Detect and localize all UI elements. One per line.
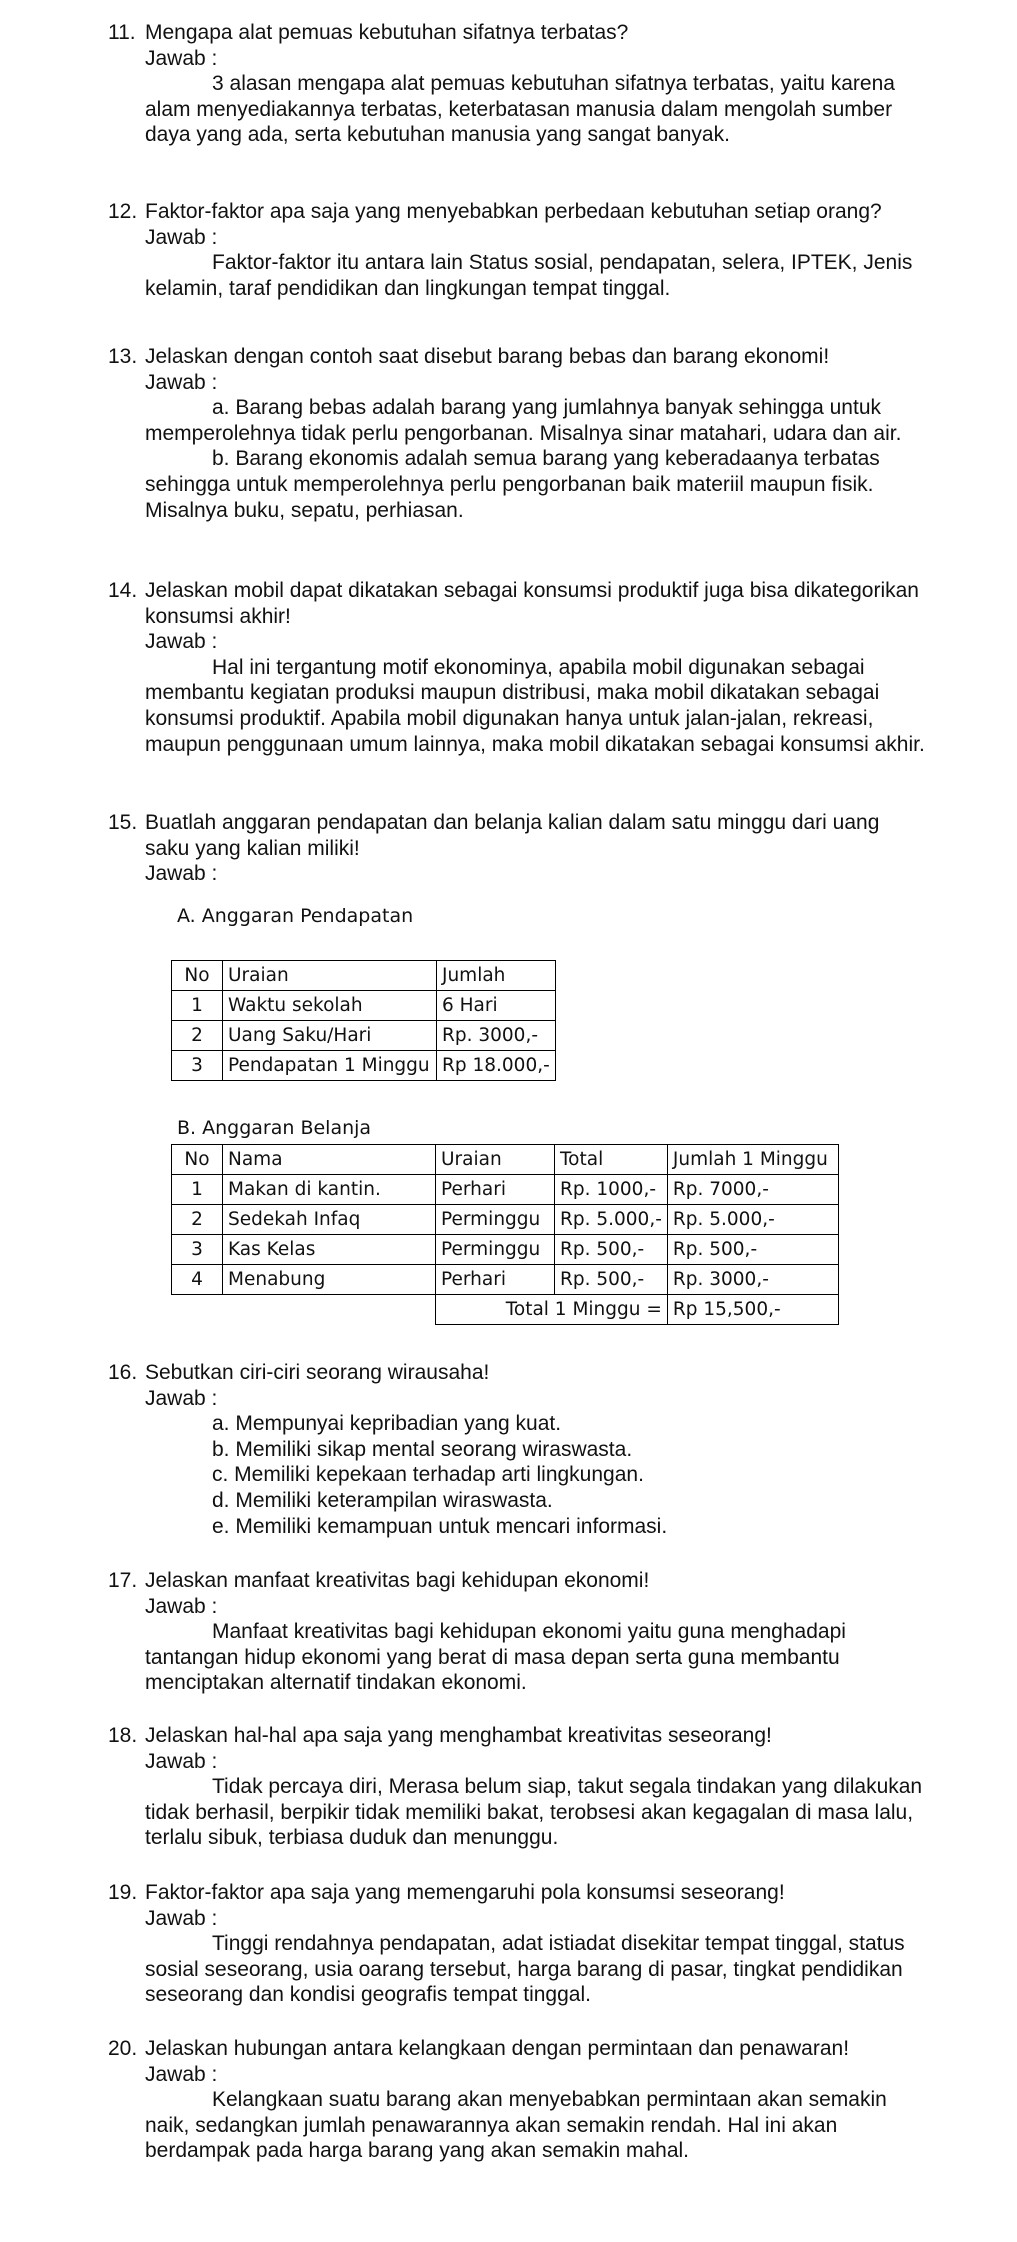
cell: 1 bbox=[172, 991, 223, 1021]
table-row bbox=[172, 1051, 556, 1081]
question-13 bbox=[108, 344, 928, 523]
list-item: b. Memiliki sikap mental seorang wiraswasta. bbox=[212, 1437, 633, 1461]
cell: Waktu sekolah bbox=[223, 991, 437, 1021]
table-row bbox=[172, 1235, 839, 1265]
jawab-label: Jawab : bbox=[145, 1594, 218, 1618]
cell: Rp. 7000,- bbox=[667, 1175, 838, 1205]
answer bbox=[145, 1931, 928, 2008]
question-text: Jelaskan dengan contoh saat disebut barang bebas dan barang ekonomi! bbox=[145, 345, 830, 368]
table-header-row bbox=[172, 961, 556, 991]
cell: Rp. 500,- bbox=[667, 1235, 838, 1265]
answer-paragraph: Manfaat kreativitas bagi kehidupan ekonomi yaitu guna menghadapi tantangan hidup ekonomi yang berat di masa depan serta guna membantu menciptakan alternatif tindakan ekonomi. bbox=[145, 1620, 846, 1695]
jawab-label: Jawab : bbox=[145, 630, 218, 654]
question-text: Jelaskan hal-hal apa saja yang menghambat kreativitas seseorang! bbox=[145, 1724, 772, 1747]
answer bbox=[145, 71, 928, 148]
cell: 4 bbox=[172, 1265, 223, 1295]
cell: Rp. 3000,- bbox=[437, 1021, 556, 1051]
cell: Rp. 1000,- bbox=[555, 1175, 668, 1205]
total-label: Total 1 Minggu = bbox=[436, 1295, 668, 1325]
cell: 2 bbox=[172, 1205, 223, 1235]
anggaran-pendapatan-table bbox=[171, 960, 556, 1081]
cell: Rp. 500,- bbox=[555, 1265, 668, 1295]
list-item: c. Memiliki kepekaan terhadap arti lingkungan. bbox=[212, 1463, 644, 1487]
cell: Pendapatan 1 Minggu bbox=[223, 1051, 437, 1081]
table-header-row bbox=[172, 1145, 839, 1175]
header-cell: Uraian bbox=[436, 1145, 555, 1175]
question-20 bbox=[108, 2036, 928, 2164]
question-text: Faktor-faktor apa saja yang memengaruhi pola konsumsi seseorang! bbox=[145, 1881, 785, 1904]
question-18 bbox=[108, 1723, 928, 1851]
cell: Rp. 5.000,- bbox=[667, 1205, 838, 1235]
question-number: 13. bbox=[108, 345, 138, 368]
question-text: Mengapa alat pemuas kebutuhan sifatnya terbatas? bbox=[145, 21, 629, 44]
table-row bbox=[172, 991, 556, 1021]
question-number: 11. bbox=[108, 21, 136, 44]
question-text: Sebutkan ciri-ciri seorang wirausaha! bbox=[145, 1361, 490, 1384]
header-cell: Nama bbox=[223, 1145, 436, 1175]
header-cell: Uraian bbox=[223, 961, 437, 991]
question-text: Jelaskan hubungan antara kelangkaan dengan permintaan dan penawaran! bbox=[145, 2037, 850, 2060]
jawab-label: Jawab : bbox=[145, 1906, 218, 1930]
header-cell: Jumlah bbox=[437, 961, 556, 991]
cell: 3 bbox=[172, 1235, 223, 1265]
cell: Perhari bbox=[436, 1265, 555, 1295]
cell: 1 bbox=[172, 1175, 223, 1205]
header-cell: Total bbox=[555, 1145, 668, 1175]
answer bbox=[145, 1774, 928, 1851]
question-16 bbox=[108, 1360, 928, 1539]
question-number: 15. bbox=[108, 811, 138, 834]
cell: Makan di kantin. bbox=[223, 1175, 436, 1205]
cell: 6 Hari bbox=[437, 991, 556, 1021]
cell: Menabung bbox=[223, 1265, 436, 1295]
cell: Sedekah Infaq bbox=[223, 1205, 436, 1235]
question-text: Jelaskan mobil dapat dikatakan sebagai konsumsi produktif juga bisa dikategorikan konsumsi akhir! bbox=[145, 579, 919, 628]
question-number: 18. bbox=[108, 1724, 138, 1747]
header-cell: Jumlah 1 Minggu bbox=[667, 1145, 838, 1175]
anggaran-pendapatan-title: A. Anggaran Pendapatan bbox=[177, 905, 414, 927]
question-17 bbox=[108, 1568, 928, 1696]
header-cell: No bbox=[172, 1145, 223, 1175]
answer-paragraph: Kelangkaan suatu barang akan menyebabkan permintaan akan semakin naik, sedangkan jumlah penawarannya akan semakin rendah. Hal ini akan berdampak pada harga barang yang akan semakin mahal. bbox=[145, 2088, 887, 2163]
table-row bbox=[172, 1021, 556, 1051]
question-number: 20. bbox=[108, 2037, 138, 2060]
answer-paragraph: b. Barang ekonomis adalah semua barang yang keberadaanya terbatas sehingga untuk memperolehnya perlu pengorbanan baik materiil maupun fisik. Misalnya buku, sepatu, perhiasan. bbox=[145, 447, 880, 522]
answer-paragraph: a. Barang bebas adalah barang yang jumlahnya banyak sehingga untuk memperolehnya tidak perlu pengorbanan. Misalnya sinar matahari, udara dan air. bbox=[145, 396, 902, 445]
table-row bbox=[172, 1205, 839, 1235]
list-item: a. Mempunyai kepribadian yang kuat. bbox=[212, 1412, 562, 1436]
cell: Rp. 3000,- bbox=[667, 1265, 838, 1295]
cell: Kas Kelas bbox=[223, 1235, 436, 1265]
question-number: 14. bbox=[108, 579, 138, 602]
table-row bbox=[172, 1175, 839, 1205]
question-number: 17. bbox=[108, 1569, 138, 1592]
question-text: Faktor-faktor apa saja yang menyebabkan perbedaan kebutuhan setiap orang? bbox=[145, 200, 882, 223]
answer bbox=[145, 655, 928, 757]
jawab-label: Jawab : bbox=[145, 862, 218, 886]
cell: Rp. 500,- bbox=[555, 1235, 668, 1265]
answer bbox=[145, 2087, 928, 2164]
question-12 bbox=[108, 199, 928, 301]
table-row bbox=[172, 1265, 839, 1295]
jawab-label: Jawab : bbox=[145, 46, 218, 70]
question-number: 16. bbox=[108, 1361, 138, 1384]
question-15 bbox=[108, 810, 928, 887]
answer bbox=[145, 1619, 928, 1696]
question-text: Buatlah anggaran pendapatan dan belanja kalian dalam satu minggu dari uang saku yang kalian miliki! bbox=[145, 811, 880, 860]
answer-paragraph: Tidak percaya diri, Merasa belum siap, takut segala tindakan yang dilakukan tidak berhasil, berpikir tidak memiliki bakat, terobsesi akan kegagalan di masa lalu, terlalu sibuk, terbiasa duduk dan menunggu. bbox=[145, 1775, 923, 1850]
jawab-label: Jawab : bbox=[145, 1749, 218, 1773]
question-number: 12. bbox=[108, 200, 138, 223]
table-total-row bbox=[172, 1295, 839, 1325]
answer-paragraph: Faktor-faktor itu antara lain Status sosial, pendapatan, selera, IPTEK, Jenis kelamin, taraf pendidikan dan lingkungan tempat tinggal. bbox=[145, 251, 913, 300]
cell: Rp. 5.000,- bbox=[555, 1205, 668, 1235]
cell: Perminggu bbox=[436, 1235, 555, 1265]
answer-paragraph: Tinggi rendahnya pendapatan, adat istiadat disekitar tempat tinggal, status sosial seseorang, usia oarang tersebut, harga barang di pasar, tingkat pendidikan seseorang dan kondisi geografis tempat tinggal. bbox=[145, 1932, 905, 2007]
jawab-label: Jawab : bbox=[145, 1386, 218, 1410]
answer-paragraph: 3 alasan mengapa alat pemuas kebutuhan sifatnya terbatas, yaitu karena alam menyediakannya terbatas, keterbatasan manusia dalam mengolah sumber daya yang ada, serta kebutuhan manusia yang sangat banyak. bbox=[145, 72, 895, 147]
total-value: Rp 15,500,- bbox=[667, 1295, 838, 1325]
jawab-label: Jawab : bbox=[145, 225, 218, 249]
cell: 2 bbox=[172, 1021, 223, 1051]
answer-paragraph: Hal ini tergantung motif ekonominya, apabila mobil digunakan sebagai membantu kegiatan produksi maupun distribusi, maka mobil dikatakan sebagai konsumsi produktif. Apabila mobil digunakan hanya untuk jalan-jalan, rekreasi, maupun penggunaan umum lainnya, maka mobil dikatakan sebagai konsumsi akhir. bbox=[145, 655, 925, 756]
question-number: 19. bbox=[108, 1881, 138, 1904]
anggaran-belanja-table bbox=[171, 1144, 839, 1325]
cell: Perminggu bbox=[436, 1205, 555, 1235]
question-text: Jelaskan manfaat kreativitas bagi kehidupan ekonomi! bbox=[145, 1569, 650, 1592]
list-item: e. Memiliki kemampuan untuk mencari informasi. bbox=[212, 1514, 668, 1538]
question-11 bbox=[108, 20, 928, 148]
jawab-label: Jawab : bbox=[145, 370, 218, 394]
cell: Perhari bbox=[436, 1175, 555, 1205]
answer-list bbox=[212, 1411, 928, 1539]
cell: Uang Saku/Hari bbox=[223, 1021, 437, 1051]
jawab-label: Jawab : bbox=[145, 2062, 218, 2086]
cell: Rp 18.000,- bbox=[437, 1051, 556, 1081]
question-19 bbox=[108, 1880, 928, 2008]
question-14 bbox=[108, 578, 928, 757]
header-cell: No bbox=[172, 961, 223, 991]
cell: 3 bbox=[172, 1051, 223, 1081]
anggaran-belanja-title: B. Anggaran Belanja bbox=[177, 1117, 372, 1139]
answer bbox=[145, 395, 928, 523]
list-item: d. Memiliki keterampilan wiraswasta. bbox=[212, 1488, 553, 1512]
answer bbox=[145, 250, 928, 301]
